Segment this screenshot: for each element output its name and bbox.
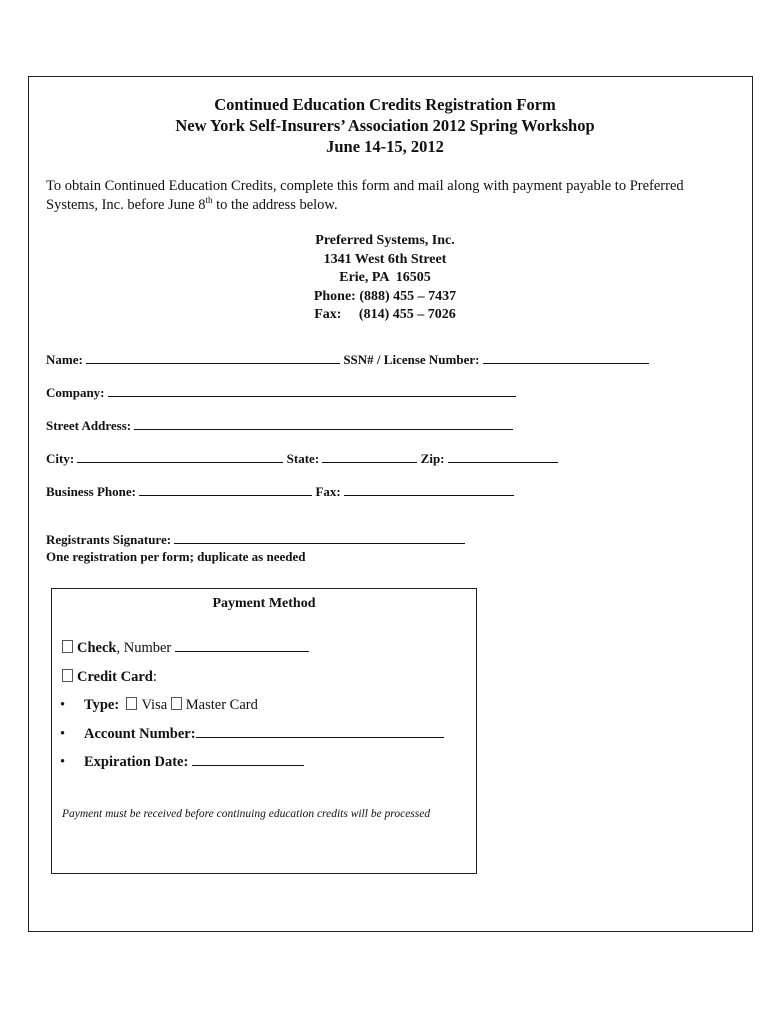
address-city: Erie, PA 16505 xyxy=(339,270,431,285)
street-address-field[interactable] xyxy=(134,418,513,430)
company-label: Company: xyxy=(46,385,105,400)
visa-label: Visa xyxy=(141,697,168,713)
city-field[interactable] xyxy=(77,451,283,463)
signature-field[interactable] xyxy=(174,532,465,544)
account-number-field[interactable] xyxy=(196,726,444,738)
mastercard-label: Master Card xyxy=(185,697,258,713)
check-number-label: , Number xyxy=(116,640,172,656)
city-label: City: xyxy=(46,451,75,466)
phone-row xyxy=(46,484,514,500)
address-phone: Phone: (888) 455 – 7437 xyxy=(313,288,457,304)
registration-note: One registration per form; duplicate as needed xyxy=(46,549,306,564)
signature-label: Registrants Signature: xyxy=(46,532,172,547)
bullet-icon: • xyxy=(60,754,66,770)
name-row xyxy=(46,352,649,368)
name-field[interactable] xyxy=(86,352,340,364)
credit-card-colon: : xyxy=(152,669,157,685)
credit-card-checkbox[interactable] xyxy=(62,669,73,682)
bullet-icon: • xyxy=(60,697,66,713)
state-label: State: xyxy=(286,451,320,466)
zip-label: Zip: xyxy=(420,451,445,466)
ssn-field[interactable] xyxy=(483,352,649,364)
card-type-row xyxy=(60,697,258,714)
address-fax: Fax: (814) 455 – 7026 xyxy=(314,307,456,322)
company-row xyxy=(46,385,516,401)
name-label: Name: xyxy=(46,352,83,367)
city-row xyxy=(46,451,558,467)
credit-card-label: Credit Card xyxy=(77,669,153,685)
credit-card-row xyxy=(62,669,157,686)
street-row xyxy=(46,418,513,434)
fax-label: Fax: xyxy=(315,484,341,499)
check-checkbox[interactable] xyxy=(62,640,73,653)
form-subtitle: New York Self-Insurers’ Association 2012 Spring Workshop xyxy=(175,116,595,135)
check-label: Check xyxy=(77,640,117,656)
street-address-label: Street Address: xyxy=(46,418,132,433)
check-number-field[interactable] xyxy=(175,640,309,652)
zip-field[interactable] xyxy=(448,451,558,463)
address-company: Preferred Systems, Inc. xyxy=(315,233,455,248)
payment-method-title: Payment Method xyxy=(212,596,316,611)
form-date: June 14-15, 2012 xyxy=(326,137,444,156)
company-field[interactable] xyxy=(108,385,516,397)
visa-checkbox[interactable] xyxy=(126,697,137,710)
form-title: Continued Education Credits Registration Form xyxy=(214,95,556,114)
payment-method-box xyxy=(51,588,477,874)
expiration-date-field[interactable] xyxy=(192,754,304,766)
account-number-row xyxy=(60,726,444,743)
check-row xyxy=(62,640,309,657)
address-street: 1341 West 6th Street xyxy=(323,251,447,267)
fax-field[interactable] xyxy=(344,484,514,496)
state-field[interactable] xyxy=(322,451,417,463)
intro-paragraph: To obtain Continued Education Credits, complete this form and mail along with payment payable to Preferred Systems, Inc. before June 8th to the address below. xyxy=(46,178,684,213)
expiration-date-label: Expiration Date: xyxy=(84,754,189,770)
ssn-label: SSN# / License Number: xyxy=(343,352,480,367)
expiration-date-row xyxy=(60,754,304,771)
mailing-address xyxy=(0,232,770,325)
signature-row xyxy=(46,532,465,548)
business-phone-field[interactable] xyxy=(139,484,312,496)
card-type-label: Type: xyxy=(84,697,120,713)
account-number-label: Account Number: xyxy=(84,726,196,742)
bullet-icon: • xyxy=(60,726,66,742)
mastercard-checkbox[interactable] xyxy=(171,697,182,710)
payment-note: Payment must be received before continuing education credits will be processed xyxy=(62,808,431,820)
business-phone-label: Business Phone: xyxy=(46,484,136,499)
